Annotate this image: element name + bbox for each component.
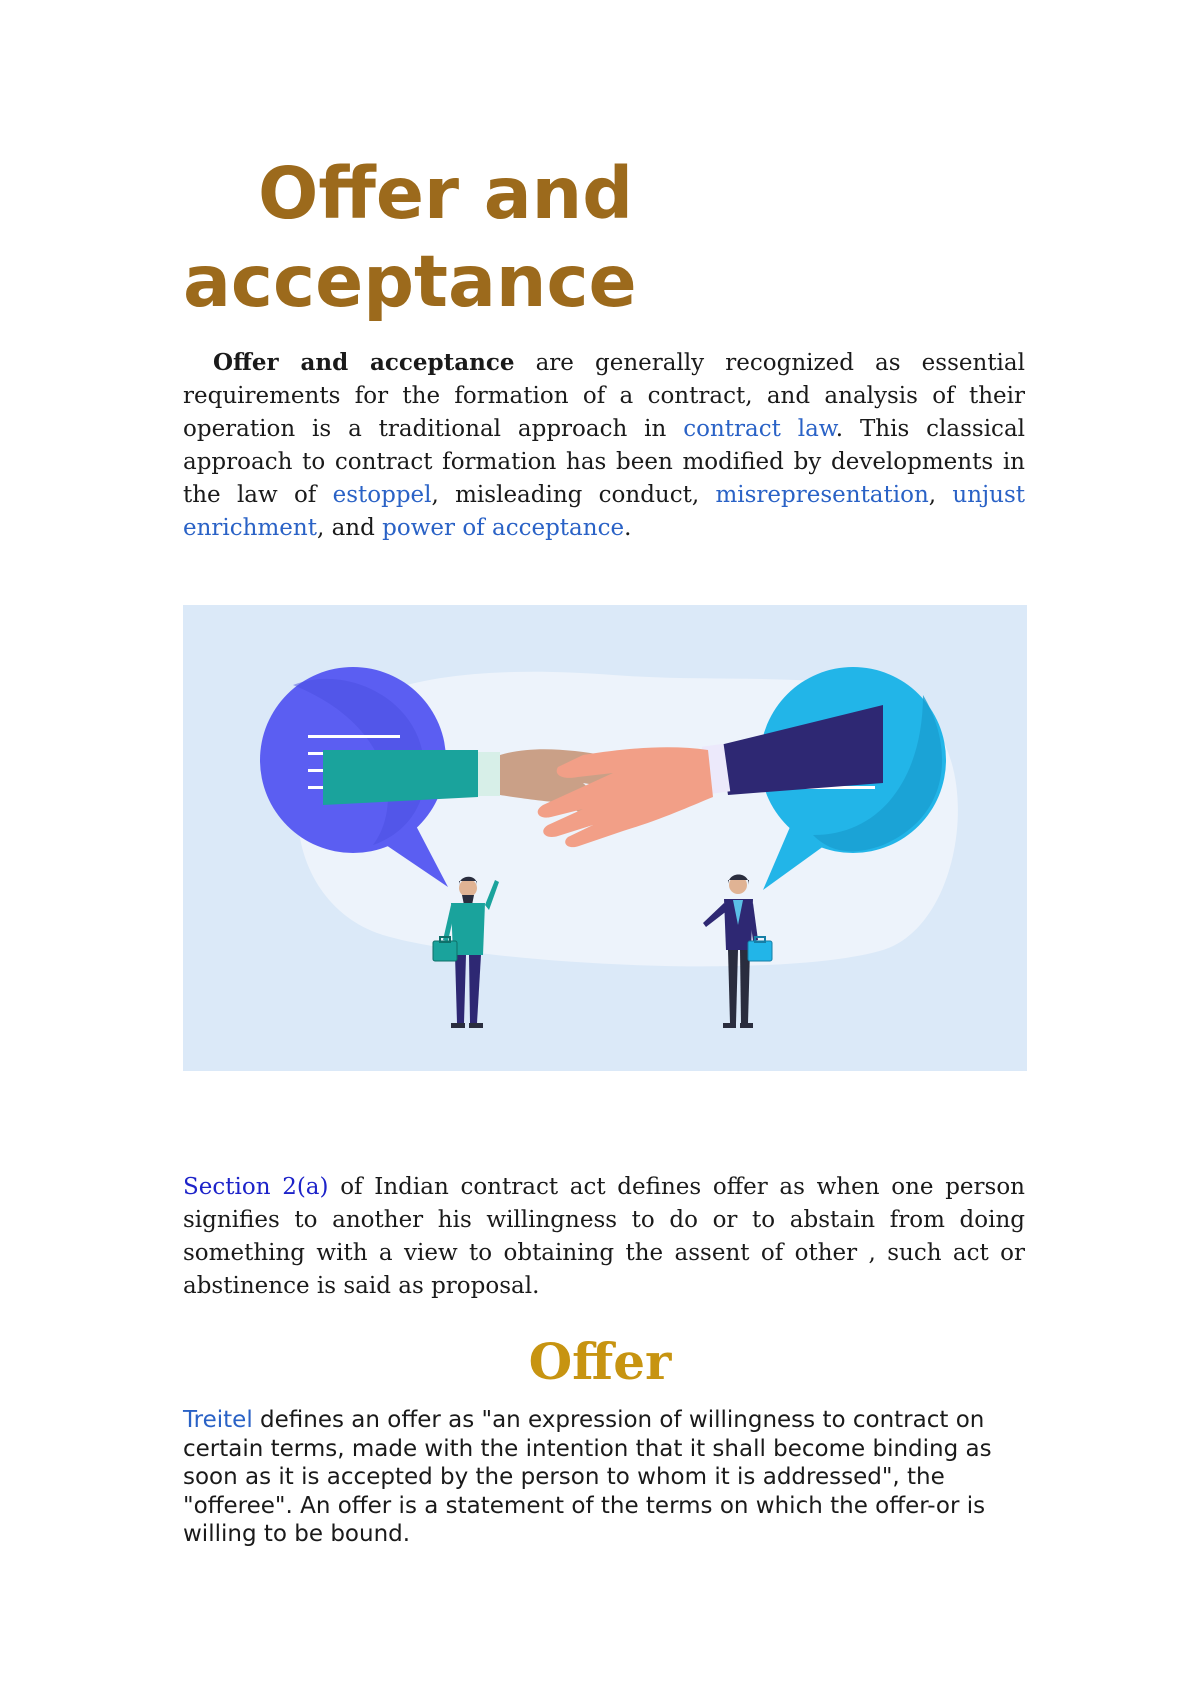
intro-text-6: .	[624, 515, 632, 541]
treitel-text: defines an offer as "an expression of willingness to contract on certain terms, made with the intention that it shall become binding as soon as it is accepted by the person to whom it is addressed", the "offeree". An offer is a statement of the terms on which the offer-or is willing to be bound.	[183, 1407, 992, 1547]
link-misrepresentation[interactable]: misrepresentation	[715, 482, 929, 508]
treitel-paragraph	[183, 1406, 1025, 1549]
bold-term: Offer and acceptance	[213, 349, 515, 376]
intro-text-4: ,	[928, 482, 953, 508]
handshake-illustration	[183, 605, 1027, 1071]
page-title	[183, 150, 703, 326]
link-estoppel[interactable]: estoppel	[332, 482, 432, 508]
intro-text-1: are generally recognized as essential requirements for the formation of a contract, and analysis of their operation is a traditional approach in	[183, 350, 1025, 442]
briefcase-icon	[748, 937, 772, 961]
briefcase-icon	[433, 937, 457, 961]
link-contract-law[interactable]: contract law	[683, 416, 836, 442]
intro-text-5: , and	[316, 515, 383, 541]
link-unjust-enrichment[interactable]: unjust enrichment	[183, 482, 1026, 541]
title-line-1: Offer and	[258, 152, 634, 235]
section-definition-paragraph	[183, 1171, 1025, 1303]
section-definition-text: of Indian contract act defines offer as when one person signifies to another his willingness to do or to abstain from doing something with a view to obtaining the assent of other , such act or abstinence is said as proposal.	[183, 1174, 1025, 1299]
link-power-of-acceptance[interactable]: power of acceptance	[382, 515, 625, 541]
intro-text-2: . This classical approach to contract formation has been modified by developments in the law of	[183, 416, 1026, 508]
title-line-2: acceptance	[183, 240, 637, 323]
intro-text-3: , misleading conduct,	[431, 482, 716, 508]
link-section-2a[interactable]: Section 2(a)	[183, 1174, 329, 1200]
link-treitel[interactable]: Treitel	[183, 1407, 253, 1433]
illustration-svg	[183, 605, 1027, 1071]
offer-heading: Offer	[528, 1332, 672, 1391]
intro-paragraph	[183, 346, 1025, 545]
